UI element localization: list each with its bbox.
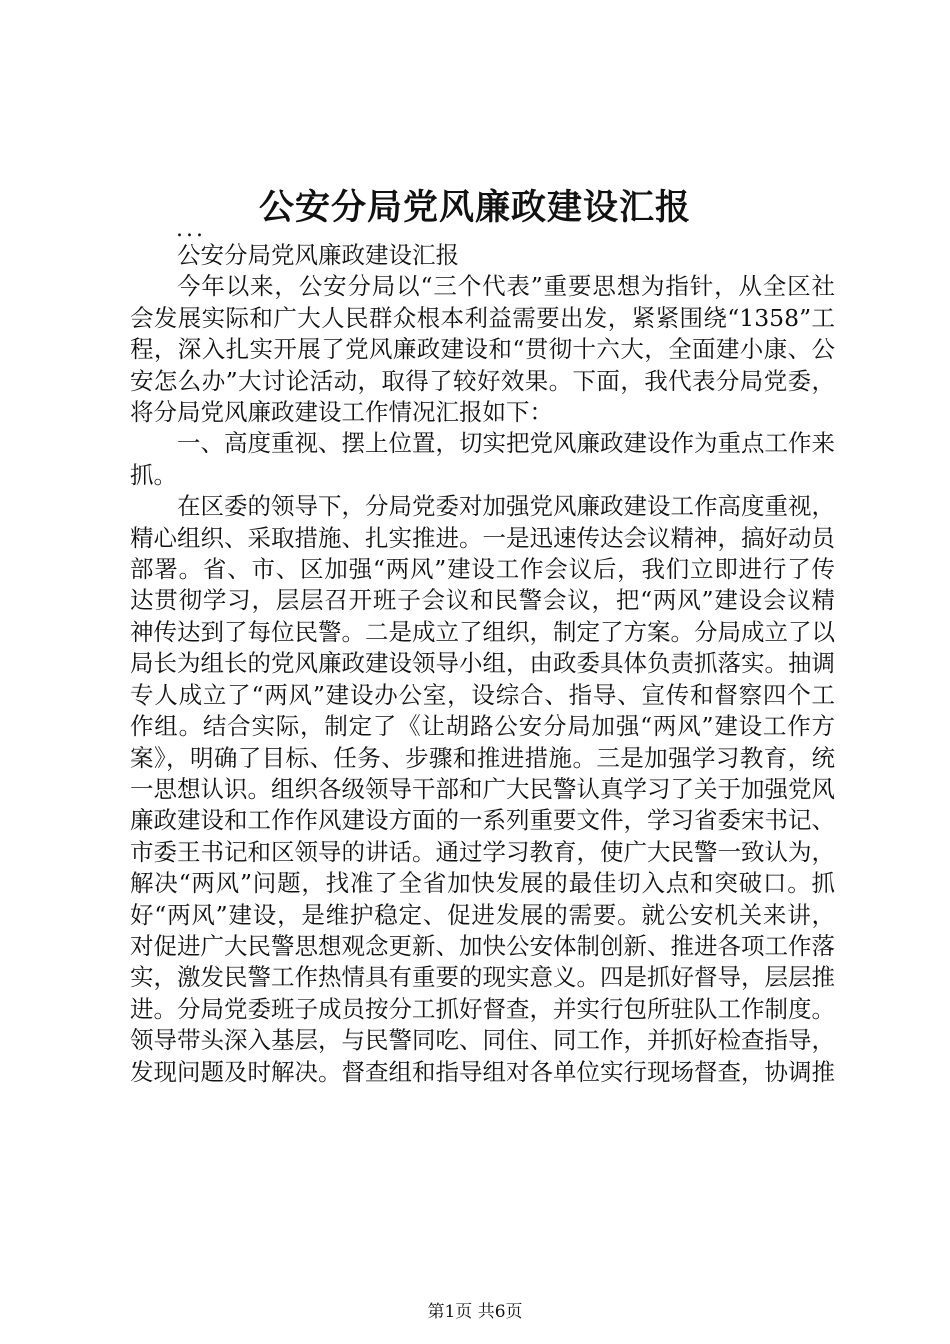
paragraph-intro: 今年以来，公安分局以“三个代表”重要思想为指针，从全区社会发展实际和广大人民群众根本利益需要出发，紧紧围绕“1358”工程，深入扎实开展了党风廉政建设和“贯彻十六大，全面建小康、公安怎么办”大讨论活动，取得了较好效果。下面，我代表分局党委，将分局党风廉政建设工作情况汇报如下： (130, 272, 835, 427)
ellipsis-marker: ... (176, 217, 206, 242)
paragraph-section-body: 在区委的领导下，分局党委对加强党风廉政建设工作高度重视，精心组织、采取措施、扎实推进。一是迅速传达会议精神，搞好动员部署。省、市、区加强“两风”建设工作会议后，我们立即进行了传达贯彻学习，层层召开班子会议和民警会议，把“两风”建设会议精神传达到了每位民警。二是成立了组织，制定了方案。分局成立了以局长为组长的党风廉政建设领导小组，由政委具体负责抓落实。抽调专人成立了“两风”建设办公室，设综合、指导、宣传和督察四个工作组。结合实际，制定了《让胡路公安分局加强“两风”建设工作方案》，明确了目标、任务、步骤和推进措施。三是加强学习教育，统一思想认识。组织各级领导干部和广大民警认真学习了关于加强党风廉政建设和工作作风建设方面的一系列重要文件，学习省委宋书记、市委王书记和区领导的讲话。通过学习教育，使广大民警一致认为，解决“两风”问题，找准了全省加快发展的最佳切入点和突破口。抓好“两风”建设，是维护稳定、促进发展的需要。就公安机关来讲，对促进广大民警思想观念更新、加快公安体制创新、推进各项工作落实，激发民警工作热情具有重要的现实意义。四是抓好督导，层层推进。分局党委班子成员按分工抓好督查，并实行包所驻队工作制度。领导带头深入基层，与民警同吃、同住、同工作，并抓好检查指导，发现问题及时解决。督查组和指导组对各单位实行现场督查，协调推 (130, 492, 835, 1086)
document-title: 公安分局党风廉政建设汇报 (258, 187, 691, 228)
paragraph-subtitle: 公安分局党风廉政建设汇报 (177, 241, 459, 269)
document-body (130, 240, 835, 1088)
page-number-footer: 第1页 共6页 (427, 1302, 523, 1322)
paragraph-section-heading: 一、高度重视、摆上位置，切实把党风廉政建设作为重点工作来抓。 (130, 429, 835, 489)
